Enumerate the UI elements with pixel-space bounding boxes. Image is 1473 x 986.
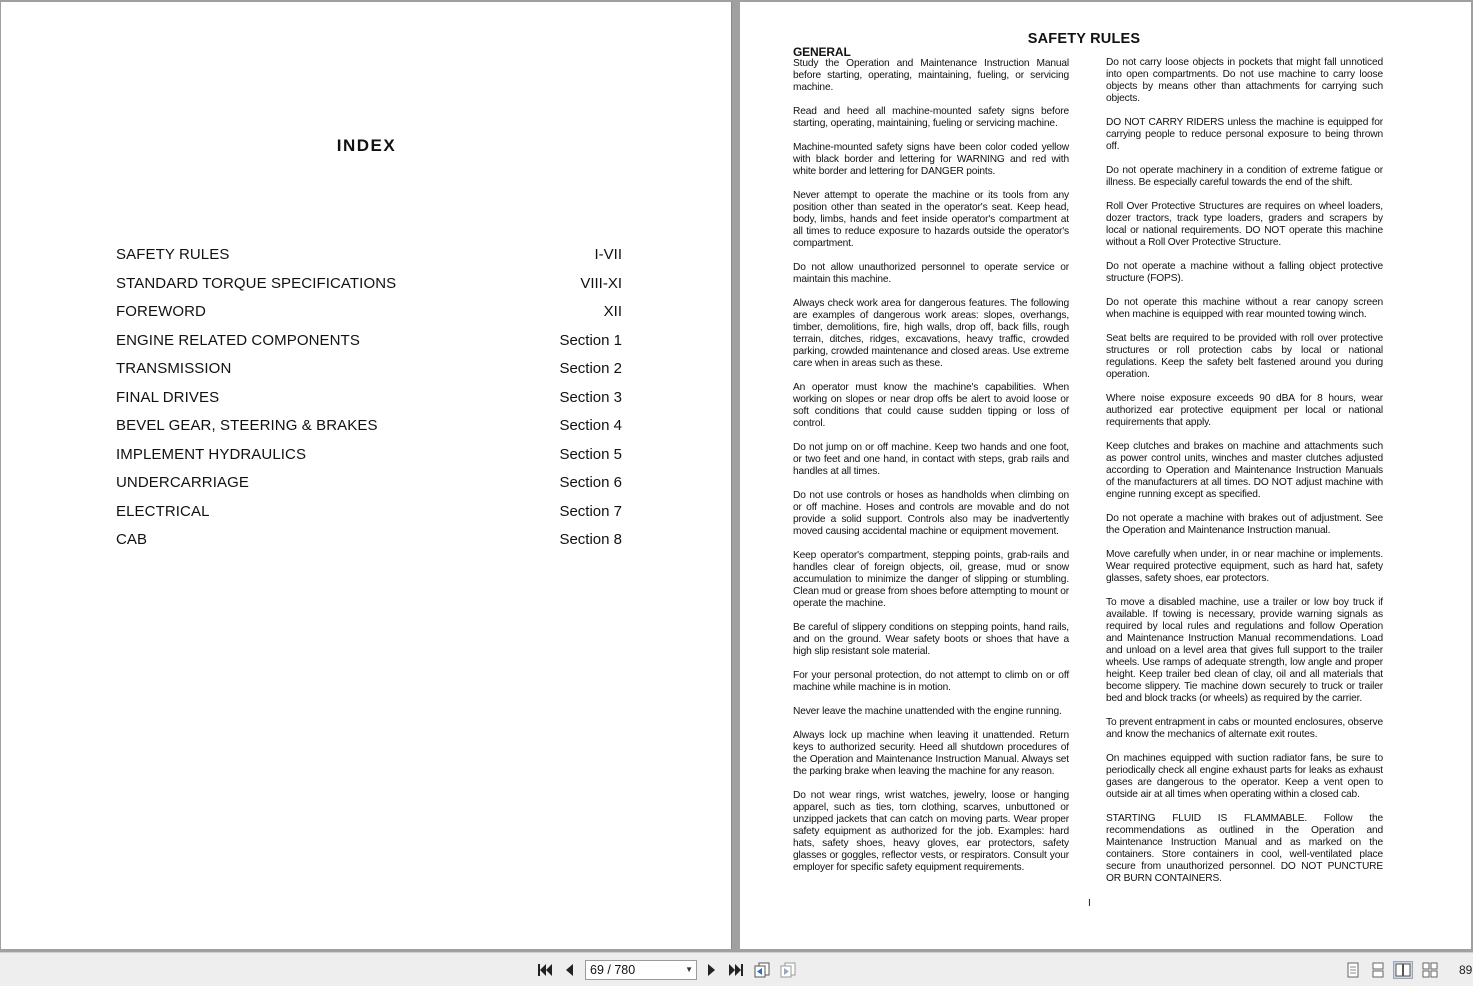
rule-paragraph: Seat belts are required to be provided with roll over protective structures or roll protection cabs by local or national regulations. Keep the safety belt fastened around you during operation. xyxy=(1106,333,1383,380)
index-list xyxy=(116,246,622,560)
index-row-label: BEVEL GEAR, STEERING & BRAKES xyxy=(116,417,378,434)
index-row xyxy=(116,446,622,475)
rule-paragraph: Be careful of slippery conditions on stepping points, hand rails, and on the ground. Wear safety boots or shoes that have a high slip resistant sole material. xyxy=(793,622,1069,657)
continuous-page-icon xyxy=(1372,962,1384,978)
index-row-value: Section 8 xyxy=(559,531,622,548)
index-row-value: VIII-XI xyxy=(580,274,622,292)
page-number-value: 69 / 780 xyxy=(590,963,636,977)
last-page-icon xyxy=(728,963,744,977)
index-row xyxy=(116,389,622,418)
continuous-view-button[interactable] xyxy=(1368,961,1388,979)
next-page-icon xyxy=(706,963,718,977)
index-row-label: TRANSMISSION xyxy=(116,360,232,377)
index-row xyxy=(116,474,622,503)
rule-paragraph: Do not operate machinery in a condition of extreme fatigue or illness. Be especially careful towards the end of the shift. xyxy=(1106,165,1383,188)
rule-paragraph: Never attempt to operate the machine or its tools from any position other than seated in the operator's seat. Keep head, body, limbs, hands and feet inside operator's compartment at all times to reduce exposure to hazards outside the operator's compartment. xyxy=(793,190,1069,249)
index-title: INDEX xyxy=(336,136,397,155)
index-row-value: Section 6 xyxy=(559,474,622,491)
page-safety-rules xyxy=(740,2,1471,949)
index-row-value: I-VII xyxy=(594,246,622,263)
rule-paragraph: On machines equipped with suction radiator fans, be sure to periodically check all engine exhaust parts for leaks as exhaust gases are dangerous to the operator. Keep a vent open to outside air at all times when operating within a closed cab. xyxy=(1106,753,1383,800)
rule-paragraph: Read and heed all machine-mounted safety signs before starting, operating, maintaining, fueling or servicing machine. xyxy=(793,106,1069,129)
rule-paragraph: Do not use controls or hoses as handholds when climbing on or off machine. Hoses and controls are movable and do not provide a solid support. Controls also may be inadvertently moved causing accidental machine or equipment movement. xyxy=(793,490,1069,537)
chevron-down-icon[interactable]: ▼ xyxy=(685,965,693,974)
page-number: I xyxy=(1088,898,1091,909)
safety-rules-left-column xyxy=(793,46,1069,886)
index-row-label: IMPLEMENT HYDRAULICS xyxy=(116,445,307,463)
facing-pages-icon xyxy=(1395,963,1411,977)
rule-paragraph: Do not operate a machine with brakes out of adjustment. See the Operation and Maintenance Instruction manual. xyxy=(1106,513,1383,536)
index-row-label: ENGINE RELATED COMPONENTS xyxy=(116,331,360,349)
index-row xyxy=(116,303,622,332)
index-row-value: XII xyxy=(603,303,622,320)
safety-rules-right-column xyxy=(1106,57,1383,897)
rule-paragraph: Machine-mounted safety signs have been color coded yellow with black border and lettering for WARNING and red with white border and lettering for DANGER points. xyxy=(793,142,1069,177)
continuous-facing-icon xyxy=(1422,962,1438,978)
rule-paragraph: Roll Over Protective Structures are requires on wheel loaders, dozer tractors, track type loaders, graders and scrapers by local or national requirements. DO NOT operate this machine without a Roll Over Protective Structure. xyxy=(1106,201,1383,248)
rule-paragraph: For your personal protection, do not attempt to climb on or off machine while machine is in motion. xyxy=(793,670,1069,693)
index-row xyxy=(116,275,622,304)
rule-paragraph: Do not wear rings, wrist watches, jewelry, loose or hanging apparel, such as ties, torn clothing, scarves, unbuttoned or unzipped jackets that can catch on moving parts. Wear proper safety equipment as authorized for the job. Examples: hard hats, safety shoes, heavy gloves, ear protectors, safety glasses or goggles, reflector vests, or respirators. Consult your employer for specific safety equipment requirements. xyxy=(793,790,1069,873)
index-row-label: SAFETY RULES xyxy=(116,246,230,263)
single-page-view-button[interactable] xyxy=(1343,961,1363,979)
rule-paragraph: An operator must know the machine's capabilities. When working on slopes or near drop offs be alert to avoid loose or soft conditions that could cause sudden tipping or loss of control. xyxy=(793,382,1069,429)
single-page-icon xyxy=(1347,962,1359,978)
next-page-button[interactable] xyxy=(703,961,721,979)
rule-paragraph: Always lock up machine when leaving it unattended. Return keys to authorized security. Heed all shutdown procedures of the Operation and Maintenance Instruction Manual. Always set the parking brake when leaving the machine for any reason. xyxy=(793,730,1069,777)
zoom-level[interactable]: 89 xyxy=(1459,963,1473,977)
index-row xyxy=(116,246,622,275)
index-row xyxy=(116,531,622,560)
rule-paragraph: Do not operate this machine without a rear canopy screen when machine is equipped with rear mounted towing winch. xyxy=(1106,297,1383,320)
go-back-icon xyxy=(753,962,771,978)
rule-paragraph: To move a disabled machine, use a trailer or low boy truck if available. If towing is necessary, provide warning signals as required by local rules and regulations and follow Operation and Maintenance Instruction Manual recommendations. Load and unload on a level area that gives full support to the trailer wheels. Use ramps of adequate strength, low angle and proper height. Keep trailer bed clean of clay, oil and all materials that become slippery. Tie machine down securely to truck or trailer bed and block tracks (or wheels) as required by the carrier. xyxy=(1106,597,1383,704)
previous-page-icon xyxy=(563,963,575,977)
rule-paragraph: STARTING FLUID IS FLAMMABLE. Follow the recommendations as outlined in the Operation and Maintenance Instruction Manual and as marked on the containers. Store containers in cool, well-ventilated place secure from unauthorized personnel. DO NOT PUNCTURE OR BURN CONTAINERS. xyxy=(1106,813,1383,884)
index-row-label: CAB xyxy=(116,531,148,548)
index-row-value: Section 2 xyxy=(559,360,622,377)
previous-page-button[interactable] xyxy=(560,961,578,979)
index-row xyxy=(116,503,622,532)
rule-paragraph: Keep clutches and brakes on machine and attachments such as power control units, winches and master clutches adjusted according to Operation and Maintenance Instruction Manuals of the manufacturers at all times. DO NOT adjust machine with engine running except as specified. xyxy=(1106,441,1383,500)
continuous-facing-view-button[interactable] xyxy=(1420,961,1440,979)
viewer-toolbar xyxy=(0,952,1473,986)
rule-paragraph: Do not operate a machine without a falling object protective structure (FOPS). xyxy=(1106,261,1383,284)
first-page-button[interactable] xyxy=(536,961,554,979)
go-forward-button[interactable] xyxy=(779,961,797,979)
index-row xyxy=(116,332,622,361)
index-row-value: Section 7 xyxy=(559,502,622,520)
rule-paragraph: Where noise exposure exceeds 90 dBA for 8 hours, wear authorized ear protective equipment per local or national requirements that apply. xyxy=(1106,393,1383,428)
page-index xyxy=(1,2,732,949)
facing-pages-view-button[interactable] xyxy=(1393,961,1413,979)
index-row-label: UNDERCARRIAGE xyxy=(116,474,249,491)
index-row xyxy=(116,417,622,446)
index-row-value: Section 4 xyxy=(559,417,622,434)
page-number-field[interactable] xyxy=(585,960,697,980)
rule-paragraph: Always check work area for dangerous features. The following are examples of dangerous work areas: slopes, overhangs, timber, demolitions, fire, high walls, drop off, back fills, rough terrain, ditches, ridges, excavations, heavy traffic, crowded parking, crowded maintenance and closed areas. Use extreme care when in areas such as these. xyxy=(793,298,1069,369)
rule-paragraph: To prevent entrapment in cabs or mounted enclosures, observe and know the mechanics of alternate exit routes. xyxy=(1106,717,1383,740)
rule-paragraph: Study the Operation and Maintenance Instruction Manual before starting, operating, maintaining, fueling, or servicing machine. xyxy=(793,58,1069,93)
index-row-label: FINAL DRIVES xyxy=(116,388,220,406)
rule-paragraph: Never leave the machine unattended with the engine running. xyxy=(793,706,1062,717)
go-forward-icon xyxy=(779,962,797,978)
safety-rules-title: SAFETY RULES xyxy=(1027,31,1141,47)
index-row-value: Section 5 xyxy=(559,445,622,463)
index-row-label: ELECTRICAL xyxy=(116,502,210,520)
rule-paragraph: Do not allow unauthorized personnel to operate service or maintain this machine. xyxy=(793,262,1069,285)
index-row-value: Section 3 xyxy=(559,388,622,406)
index-row-value: Section 1 xyxy=(559,331,622,349)
first-page-icon xyxy=(537,963,553,977)
go-back-button[interactable] xyxy=(753,961,771,979)
rule-paragraph: Move carefully when under, in or near machine or implements. Wear required protective equipment, such as hard hat, safety glasses, safety shoes, ear protectors. xyxy=(1106,549,1383,584)
index-row xyxy=(116,360,622,389)
section-heading: GENERAL xyxy=(793,45,851,59)
rule-paragraph: Do not carry loose objects in pockets that might fall unnoticed into open compartments. Do not use machine to carry loose objects by means other than attachments for carrying such objects. xyxy=(1106,57,1383,104)
rule-paragraph: DO NOT CARRY RIDERS unless the machine is equipped for carrying people to reduce personal exposure to being thrown off. xyxy=(1106,117,1383,152)
rule-paragraph: Do not jump on or off machine. Keep two hands and one foot, or two feet and one hand, in contact with steps, grab rails and handles at all times. xyxy=(793,442,1069,477)
rule-paragraph: Keep operator's compartment, stepping points, grab-rails and handles clear of foreign objects, oil, grease, mud or snow accumulation to minimize the danger of slipping or stumbling. Clean mud or grease from shoes before attempting to mount or operate the machine. xyxy=(793,550,1069,609)
last-page-button[interactable] xyxy=(727,961,745,979)
index-row-label: STANDARD TORQUE SPECIFICATIONS xyxy=(116,274,397,292)
index-row-label: FOREWORD xyxy=(116,303,206,320)
